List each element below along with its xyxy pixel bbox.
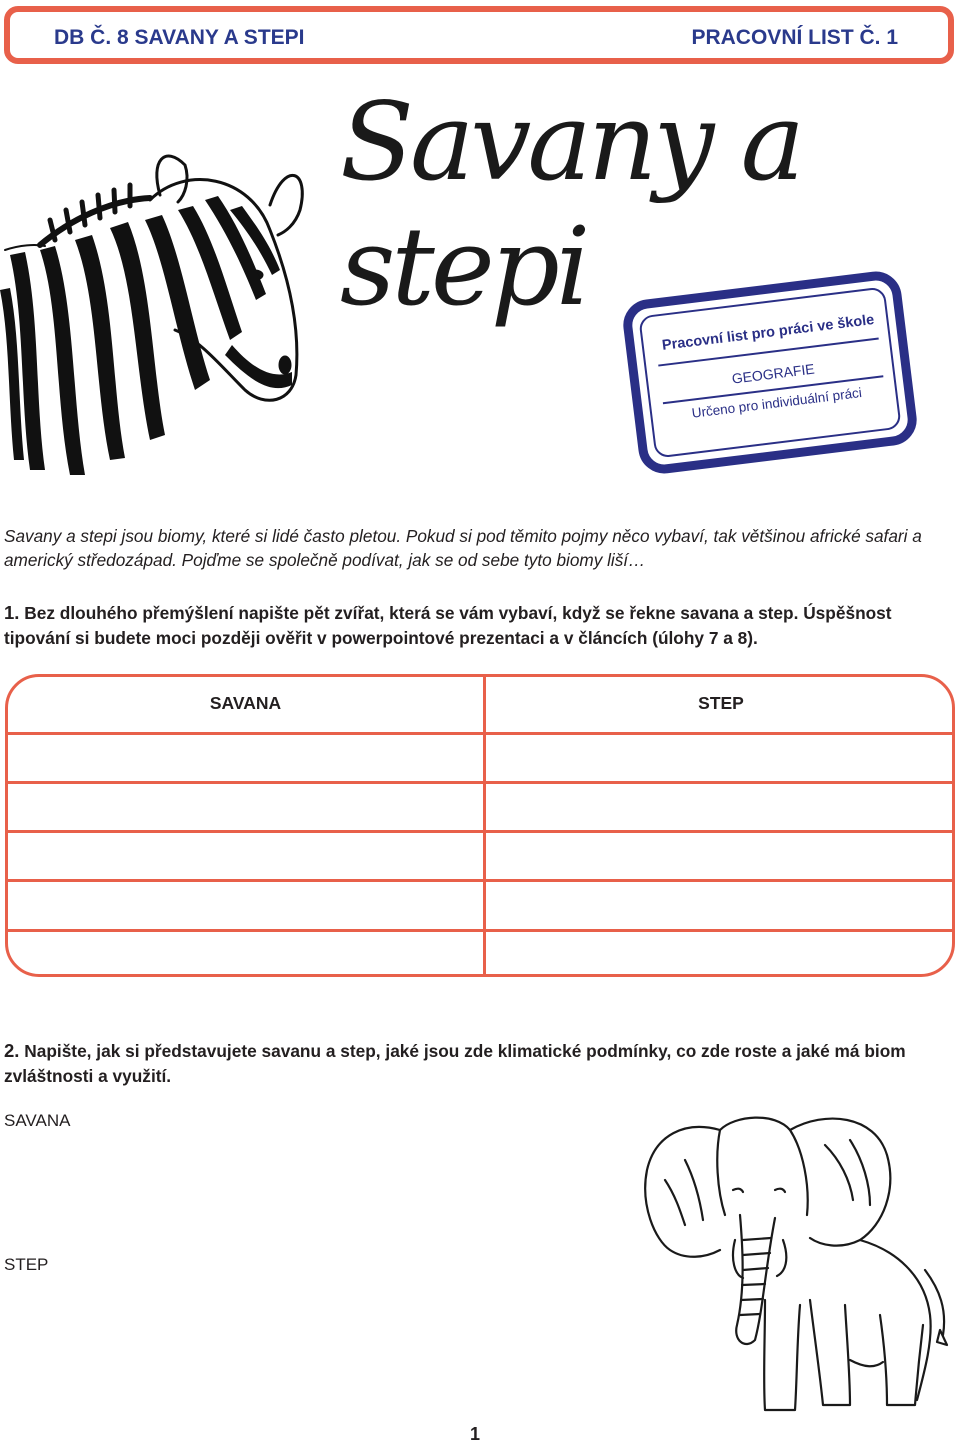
table-row-rule [8,929,952,932]
answer-label-step: STEP [4,1255,49,1274]
task-1-text: Bez dlouhého přemýšlení napište pět zvířat, která se vám vybaví, když se řekne savana a step. Úspěšnost tipování si budete moci později ověřit v powerpointové prezentaci a v článcích (úlohy 7 a 8). [4,603,892,648]
table-header-rule [8,732,952,735]
task-2-text: Napište, jak si představujete savanu a step, jaké jsou zde klimatické podmínky, co zde roste a jaké má biom zvláštnosti a využití. [4,1041,906,1086]
task-1-number: 1. [4,602,20,623]
column-header-step: STEP [698,693,744,713]
stamp-subject: GEOGRAFIE [730,360,816,387]
stamp-purpose: Určeno pro individuální práci [690,385,863,421]
zebra-illustration [0,140,310,480]
task-1 [4,600,958,651]
header-bar [4,6,954,64]
page-number: 1 [470,1424,481,1444]
table-row-rule [8,830,952,833]
header-worksheet-number: PRACOVNÍ LIST Č. 1 [691,26,898,49]
page-title: Savany a stepi [340,80,802,330]
intro-paragraph: Savany a stepi jsou biomy, které si lidé často pletou. Pokud si pod těmito pojmy něco vybaví, tak většinou africké safari a americký středozápad. Pojďme se společně podívat, jak se od sebe tyto biomy liší… [4,526,922,570]
table-row-rule [8,879,952,882]
stamp-heading: Pracovní list pro práci ve škole [661,311,876,354]
table-row-rule [8,781,952,784]
elephant-illustration [625,1100,960,1420]
task-2-number: 2. [4,1040,20,1061]
animals-table [5,674,955,977]
worksheet-stamp [620,269,919,477]
header-left-title: DB Č. 8 SAVANY A STEPI [54,26,305,49]
column-header-savana: SAVANA [209,693,282,713]
answer-label-savana: SAVANA [4,1111,71,1130]
task-2 [4,1038,958,1089]
